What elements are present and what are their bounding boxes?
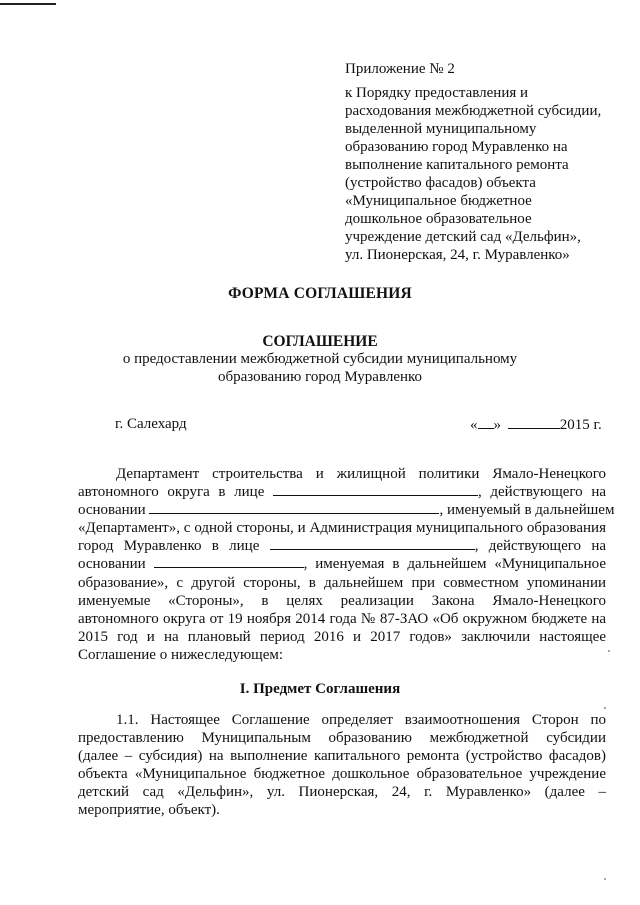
preamble-line: 2015 год и на плановый период 2016 и 2017 годов» заключили настоящее	[78, 628, 606, 645]
day-blank	[478, 416, 494, 429]
annex-line: «Муниципальное бюджетное	[345, 193, 532, 209]
preamble-line: «Департамент», с одной стороны, и Администрация муниципального образования	[78, 520, 606, 537]
section-line: предоставлению Муниципальным образованию межбюджетной субсидии	[78, 730, 606, 747]
annex-line: учреждение детский сад «Дельфин»,	[345, 229, 581, 245]
agreement-subtitle-line: о предоставлении межбюджетной субсидии муниципальному	[122, 351, 518, 367]
section-line: 1.1. Настоящее Соглашение определяет взаимоотношения Сторон по	[116, 712, 606, 728]
scan-speck	[604, 878, 606, 880]
month-blank	[508, 416, 560, 429]
annex-line: расходования межбюджетной субсидии,	[345, 103, 602, 119]
preamble-line: образование», с другой стороны, в дальнейшем при совместном упоминании	[78, 574, 606, 591]
section-title: I. Предмет Соглашения	[239, 681, 401, 697]
preamble-line: именуемые «Стороны», в целях реализации Закона Ямало-Ненецкого	[78, 592, 606, 609]
section-line: детский сад «Дельфин», ул. Пионерская, 24, г. Муравленко» (далее –	[78, 784, 606, 801]
top-rule	[0, 3, 56, 5]
place-of-signing: г. Салехард	[115, 416, 187, 432]
basis-blank	[154, 555, 304, 568]
annex-body	[345, 84, 615, 264]
preamble-line: Департамент строительства и жилищной политики Ямало-Ненецкого	[116, 466, 606, 482]
section-line: (далее – субсидия) на выполнение капитального ремонта (устройство фасадов)	[78, 748, 606, 765]
preamble-line: основании , именуемая в дальнейшем «Муниципальное	[78, 556, 606, 573]
agreement-subtitle	[0, 350, 640, 386]
section-line: объекта «Муниципальное бюджетное дошкольное образовательное учреждение	[78, 766, 606, 783]
date-quote-close: »	[493, 417, 501, 433]
preamble-line: Соглашение о нижеследующем:	[78, 646, 284, 663]
preamble-line: автономного округа в лице , действующего на	[78, 484, 606, 501]
annex-line: образованию город Муравленко на	[345, 139, 568, 155]
preamble-line: город Муравленко в лице , действующего на	[78, 538, 607, 555]
preamble-line: автономного округа от 19 ноября 2014 года № 87-ЗАО «Об окружном бюджете на	[78, 610, 606, 627]
section-line: мероприятие, объект).	[78, 802, 220, 819]
preamble	[78, 465, 615, 664]
agreement-subtitle-line: образованию город Муравленко	[217, 369, 423, 385]
form-title: ФОРМА СОГЛАШЕНИЯ	[228, 285, 412, 302]
preamble-line: основании , именуемый в дальнейшем	[78, 502, 615, 519]
annex-line: выполнение капитального ремонта	[345, 157, 569, 173]
date-quote-open: «	[470, 417, 478, 433]
agreement-title: СОГЛАШЕНИЕ	[262, 333, 378, 350]
basis-blank	[149, 501, 439, 514]
date-field	[470, 416, 602, 434]
annex-line: (устройство фасадов) объекта	[345, 175, 536, 191]
scan-speck	[604, 707, 606, 709]
annex-line: дошкольное образовательное	[345, 211, 532, 227]
date-year: 2015 г.	[559, 417, 602, 433]
representative-blank	[273, 483, 478, 496]
annex-line: к Порядку предоставления и	[345, 85, 529, 101]
representative-blank	[270, 537, 475, 550]
annex-title: Приложение № 2	[345, 61, 455, 77]
annex-line: ул. Пионерская, 24, г. Муравленко»	[345, 247, 570, 263]
annex-line: выделенной муниципальному	[345, 121, 537, 137]
section-1-body	[78, 711, 606, 820]
scan-speck	[608, 650, 610, 652]
